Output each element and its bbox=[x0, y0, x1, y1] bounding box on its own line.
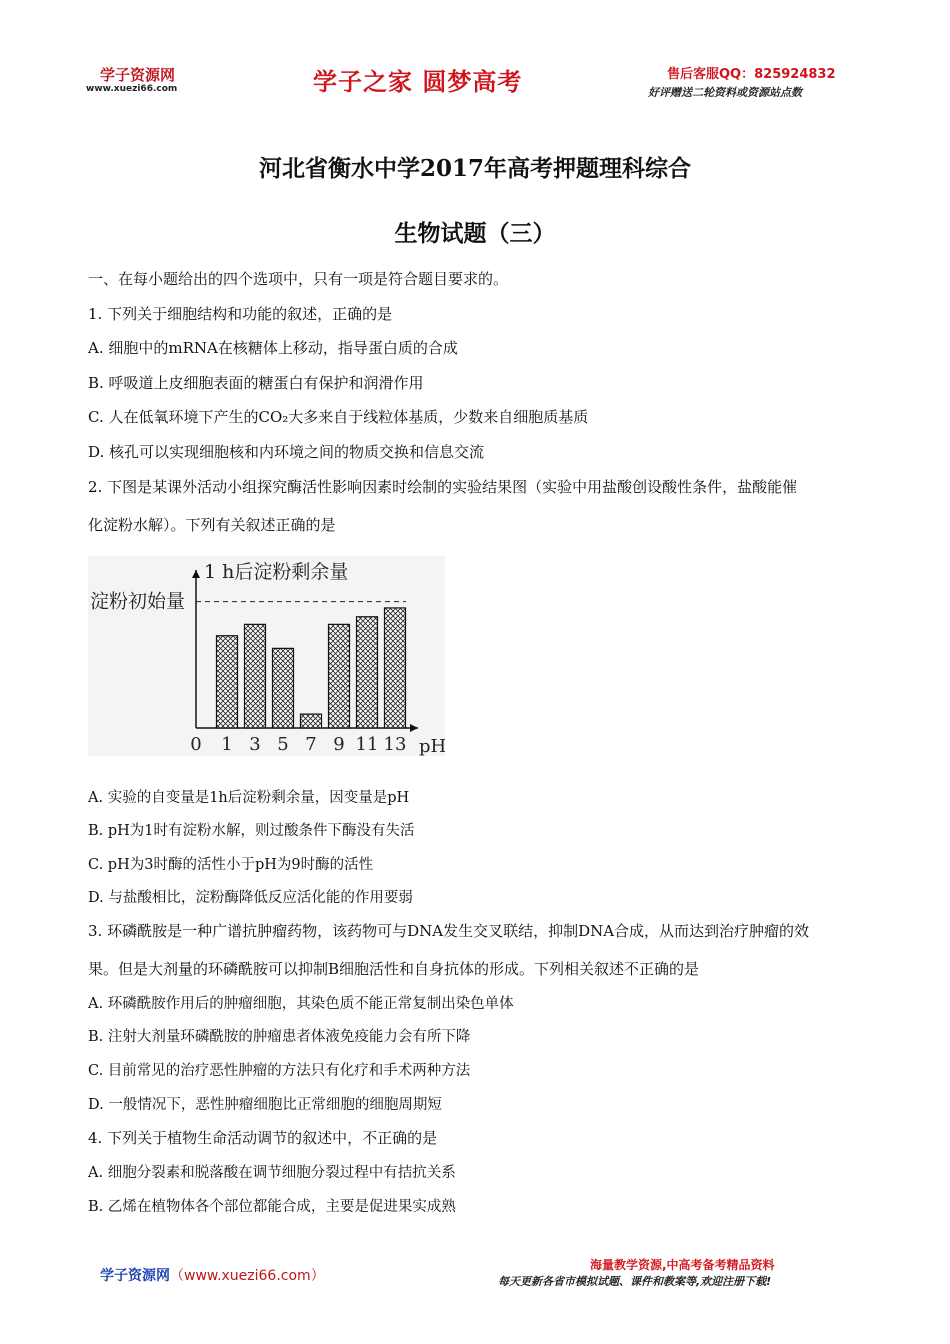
q3-option-a: A. 环磷酰胺作用后的肿瘤细胞，其染色质不能正常复制出染色单体 bbox=[88, 996, 514, 1012]
bar-ph-13 bbox=[385, 608, 406, 728]
starch-chart bbox=[88, 556, 445, 756]
section-intro: 一、在每小题给出的四个选项中，只有一项是符合题目要求的。 bbox=[88, 270, 509, 288]
x-axis-label: pH bbox=[419, 736, 445, 756]
q1-option-a: A. 细胞中的mRNA在核糖体上移动，指导蛋白质的合成 bbox=[88, 339, 458, 357]
header-subline: 好评赠送二轮资料或资源站点数 bbox=[648, 86, 802, 99]
bar-ph-5 bbox=[273, 648, 294, 728]
q1-option-b: B. 呼吸道上皮细胞表面的糖蛋白有保护和润滑作用 bbox=[88, 374, 424, 392]
bar-ph-3 bbox=[245, 624, 266, 728]
q1-stem: 1. 下列关于细胞结构和功能的叙述，正确的是 bbox=[88, 305, 393, 323]
page-subtitle: 生物试题（三） bbox=[394, 220, 556, 247]
x-tick-label: 5 bbox=[277, 734, 289, 755]
footer-brand: 学子资源网 bbox=[100, 1268, 170, 1284]
footer-url[interactable]: （www.xuezi66.com） bbox=[170, 1268, 325, 1284]
q2-option-c: C. pH为3时酶的活性小于pH为9时酶的活性 bbox=[88, 857, 374, 873]
bar-ph-1 bbox=[217, 636, 238, 728]
x-axis-arrow bbox=[410, 724, 418, 732]
q2-option-d: D. 与盐酸相比，淀粉酶降低反应活化能的作用要弱 bbox=[88, 890, 413, 906]
header-qq: 售后客服QQ：825924832 bbox=[667, 67, 836, 82]
q4-stem: 4. 下列关于植物生命活动调节的叙述中，不正确的是 bbox=[88, 1129, 438, 1147]
x-tick-label: 13 bbox=[383, 734, 407, 755]
x-tick-label: 0 bbox=[190, 734, 202, 755]
x-tick-label: 7 bbox=[305, 734, 317, 755]
y-axis-label: 1 h后淀粉剩余量 bbox=[204, 561, 349, 583]
y-axis-arrow bbox=[192, 570, 200, 578]
bar-ph-11 bbox=[357, 617, 378, 728]
x-tick-label: 1 bbox=[221, 734, 233, 755]
q4-option-a: A. 细胞分裂素和脱落酸在调节细胞分裂过程中有拮抗关系 bbox=[88, 1165, 456, 1181]
header-slogan: 学子之家 圆梦高考 bbox=[313, 68, 523, 96]
chart-svg bbox=[88, 556, 445, 756]
x-tick-label: 9 bbox=[333, 734, 345, 755]
x-tick-label: 11 bbox=[355, 734, 379, 755]
q2-stem-line2: 化淀粉水解）。下列有关叙述正确的是 bbox=[88, 516, 336, 534]
q3-option-c: C. 目前常见的治疗恶性肿瘤的方法只有化疗和手术两种方法 bbox=[88, 1063, 471, 1079]
q2-stem-line1: 2. 下图是某课外活动小组探究酶活性影响因素时绘制的实验结果图（实验中用盐酸创设酸性条件，盐酸能催 bbox=[88, 478, 798, 496]
reference-label: 淀粉初始量 bbox=[90, 590, 186, 613]
q3-stem-line2: 果。但是大剂量的环磷酰胺可以抑制B细胞活性和自身抗体的形成。下列相关叙述不正确的是 bbox=[88, 960, 700, 978]
q3-option-b: B. 注射大剂量环磷酰胺的肿瘤患者体液免疫能力会有所下降 bbox=[88, 1029, 471, 1045]
bar-ph-7 bbox=[301, 714, 322, 728]
q2-option-b: B. pH为1时有淀粉水解，则过酸条件下酶没有失活 bbox=[88, 823, 415, 839]
footer-right-line2: 每天更新各省市模拟试题、课件和教案等,欢迎注册下载! bbox=[498, 1275, 772, 1288]
q1-option-d: D. 核孔可以实现细胞核和内环境之间的物质交换和信息交流 bbox=[88, 443, 485, 461]
header-url-left[interactable]: www.xuezi66.com bbox=[86, 84, 178, 94]
q1-option-c: C. 人在低氧环境下产生的CO₂大多来自于线粒体基质，少数来自细胞质基质 bbox=[88, 408, 589, 426]
footer-right-line1: 海量教学资源,中高考备考精品资料 bbox=[590, 1258, 775, 1272]
page-title: 河北省衡水中学2017年高考押题理科综合 bbox=[258, 155, 691, 182]
header-logo-left: 学子资源网 bbox=[100, 66, 176, 84]
q3-option-d: D. 一般情况下，恶性肿瘤细胞比正常细胞的细胞周期短 bbox=[88, 1097, 442, 1113]
x-tick-label: 3 bbox=[249, 734, 261, 755]
q4-option-b: B. 乙烯在植物体各个部位都能合成，主要是促进果实成熟 bbox=[88, 1199, 456, 1215]
q2-option-a: A. 实验的自变量是1h后淀粉剩余量，因变量是pH bbox=[88, 790, 410, 806]
footer-left bbox=[100, 1265, 325, 1285]
q3-stem-line1: 3. 环磷酰胺是一种广谱抗肿瘤药物，该药物可与DNA发生交叉联结，抑制DNA合成，从而达到治疗肿瘤的效 bbox=[88, 922, 810, 940]
bar-ph-9 bbox=[329, 624, 350, 728]
